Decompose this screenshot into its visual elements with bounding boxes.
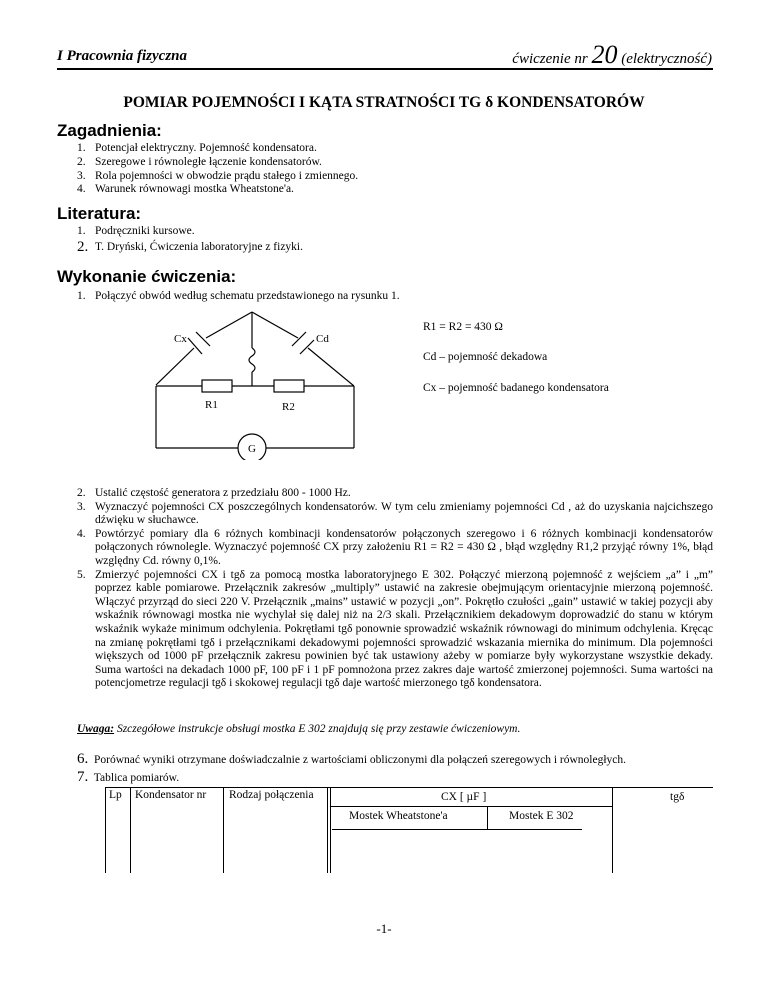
list-item: 4. Powtórzyć pomiary dla 6 różnych kombinacji kondensatorów połączonych szeregowo i 6 różnych kombinacji kondensatorów połączonych równolegle. Wyznaczyć pojemność CX przy założeniu R1 = R2 = 430 Ω , błąd względny R1,2 przyjąć równy 1%, błąd względny Cd. równy 0,1%. <box>77 527 713 567</box>
cd-capacitor-plate <box>292 332 306 346</box>
cx-label: Cx <box>174 333 187 345</box>
table-header-kondensator: Kondensator nr <box>135 789 207 801</box>
r1-label: R1 <box>205 399 218 411</box>
table-header-tgd: tgδ <box>670 791 685 803</box>
legend-cd: Cd – pojemność dekadowa <box>423 351 548 363</box>
section-heading-wykonanie: Wykonanie ćwiczenia: <box>57 267 237 286</box>
table-header-lp: Lp <box>109 789 122 801</box>
circuit-diagram <box>150 310 370 460</box>
step-1: 1. Połączyć obwód według schematu przedstawionego na rysunku 1. <box>77 290 400 302</box>
step-6: 6. Porównać wyniki otrzymane doświadczalnie z wartościami obliczonymi dla połączeń szeregowych i równoległych. <box>77 751 627 767</box>
exercise-number: ćwiczenie nr 20 (elektryczność) <box>512 40 712 69</box>
step-7: 7. Tablica pomiarów. <box>77 769 180 785</box>
steps-list <box>77 487 713 691</box>
list-item: 5. Zmierzyć pojemności CX i tgδ za pomocą mostka laboratoryjnego E 302. Połączyć mierzoną pojemność z wejściem „a” i „m” poprzez kable pomiarowe. Przełącznik zakresów „multiply” ustawić na zakresie obejmującym orientacyjnie mierzoną pojemność. Włączyć przyrząd do sieci 220 V. Przełącznik „mains” ustawić w pozycji „on”. Pokrętło czułości „gain” ustawić w takiej pozycji aby wskaźnik równowagi mostka nie wychylał się dalej niż na 2/3 skali. Przełącznikiem dekadowym doprowadzić do stanu w którym wskaźnik wykaże minimum odchylenia. Pokrętłami tgδ ponownie sprowadzić wskaźnik równowagi do minimum odchylenia. Kręcąc na zmianę pokrętłami tgδ i przełącznikami dekadowymi pojemności sprowadzić wskazania miernika do minimum. Dla pojemności większych od 1000 pF przełącznik zakresu powinien być tak ustawiony ażeby w pomiarze były wykorzystane wszystkie dekady. Suma wartości na dekadach 1000 pF, 100 pF i 1 pF pomnożona przez zakres daje wartość zmierzonej pojemności. Suma wartości na potencjometrze regulacji tgδ i skokowej regulacji tgδ daje wartość mierzonego tgδ kondensatora. <box>77 568 713 690</box>
exercise-number-value: 20 <box>591 40 618 69</box>
list-item: 1. Podręczniki kursowe. <box>77 225 195 237</box>
header-rule <box>57 68 713 70</box>
table-subheader-e302: Mostek E 302 <box>509 810 574 822</box>
list-item: 2. Ustalić częstość generatora z przedziału 800 - 1000 Hz. <box>77 487 351 499</box>
list-item: 1. Potencjał elektryczny. Pojemność kondensatora. <box>77 142 317 154</box>
list-item: 4. Warunek równowagi mostka Wheatstone'a. <box>77 183 294 196</box>
cx-capacitor-plate <box>196 332 210 346</box>
cd-label: Cd <box>316 333 329 345</box>
list-item: 3. Rola pojemności w obwodzie prądu stałego i zmiennego. <box>77 169 359 182</box>
zagadnienia-list <box>77 142 358 197</box>
list-item: 2. Szeregowe i równoległe łączenie kondensatorów. <box>77 155 322 168</box>
section-heading-literatura: Literatura: <box>57 204 142 223</box>
measurement-table <box>105 787 713 873</box>
legend-cx: Cx – pojemność badanego kondensatora <box>423 382 609 394</box>
course-name: I Pracownia fizyczna <box>57 48 188 64</box>
wire <box>206 312 252 338</box>
g-label: G <box>248 443 256 455</box>
wire <box>156 348 194 385</box>
page-number: -1- <box>376 921 392 936</box>
r2-resistor <box>274 380 304 392</box>
list-item: 3. Wyznaczyć pojemności CX poszczególnych kondensatorów. W tym celu zmieniamy pojemności Cd , aż do uzyskania najcichszego dźwięku w słuchawce. <box>77 500 713 527</box>
table-header-rodzaj: Rodzaj połączenia <box>229 789 314 801</box>
legend-resistance: R1 = R2 = 430 Ω <box>423 321 503 333</box>
wire <box>252 312 298 338</box>
section-heading-zagadnienia: Zagadnienia: <box>57 121 162 140</box>
note: Uwaga: Szczegółowe instrukcje obsługi mostka E 302 znajdują się przy zestawie ćwiczeniowym. <box>77 723 521 735</box>
list-item: 2. T. Dryński, Ćwiczenia laboratoryjne z fizyki. <box>77 238 303 255</box>
page-title: POMIAR POJEMNOŚCI I KĄTA STRATNOŚCI TG δ KONDENSATORÓW <box>123 94 645 111</box>
r2-label: R2 <box>282 401 295 413</box>
table-subheader-wheatstone: Mostek Wheatstone'a <box>349 810 448 822</box>
wire <box>308 348 354 386</box>
r1-resistor <box>202 380 232 392</box>
table-header-cx: CX [ µF ] <box>441 791 487 803</box>
literatura-list <box>77 225 303 255</box>
headphone-symbol <box>249 348 255 372</box>
